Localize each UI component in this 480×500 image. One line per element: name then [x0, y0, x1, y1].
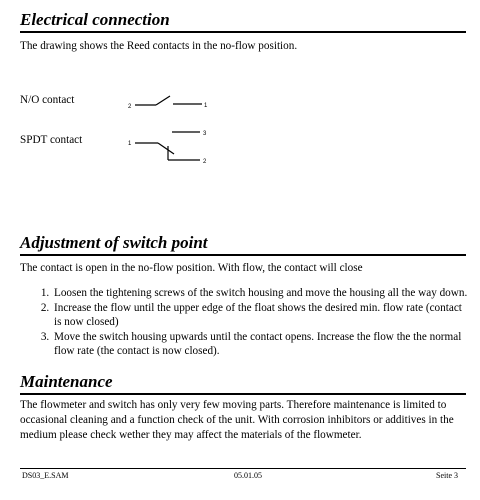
spdt-terminal-1: 1: [128, 141, 132, 147]
no-terminal-2: 2: [128, 104, 132, 110]
spdt-terminal-3: 3: [203, 131, 207, 137]
footer-divider: [20, 468, 466, 469]
no-contact-symbol: [128, 96, 208, 110]
footer-page-number: Seite 3: [436, 471, 458, 480]
maintenance-text: The flowmeter and switch has only very few moving parts. Therefore maintenance is limited to occasional cleaning and a function check of the unit. With corrosion inhibitors or additives in the medium please check wether they may affect the materials of the flowmeter.: [20, 399, 454, 441]
spdt-contact-label: SPDT contact: [20, 134, 83, 146]
adjustment-text: The contact is open in the no-flow position. With flow, the contact will close: [20, 262, 363, 274]
footer-doc-id: DS03_E.SAM: [22, 471, 69, 480]
maintenance-heading: Maintenance: [20, 372, 466, 395]
adjustment-step: 2. Increase the flow until the upper edge of the float shows the desired min. flow rate (contact is now closed): [52, 301, 472, 330]
adjustment-step: 3. Move the switch housing upwards until the contact opens. Increase the flow the the normal flow rate (the contact is now closed).: [52, 330, 472, 359]
adjustment-steps-list: [20, 286, 472, 359]
no-contact-label: N/O contact: [20, 94, 75, 106]
footer-date: 05.01.05: [234, 471, 262, 480]
spdt-contact-symbol: [128, 131, 207, 165]
adjustment-heading: Adjustment of switch point: [20, 233, 466, 256]
reed-contact-diagram: [118, 84, 243, 174]
electrical-connection-heading: Electrical connection: [20, 10, 466, 33]
no-terminal-1: 1: [204, 103, 208, 109]
adjustment-step: 1. Loosen the tightening screws of the switch housing and move the housing all the way down.: [52, 286, 472, 301]
electrical-connection-text: The drawing shows the Reed contacts in the no-flow position.: [20, 40, 298, 52]
spdt-terminal-2: 2: [203, 159, 207, 165]
